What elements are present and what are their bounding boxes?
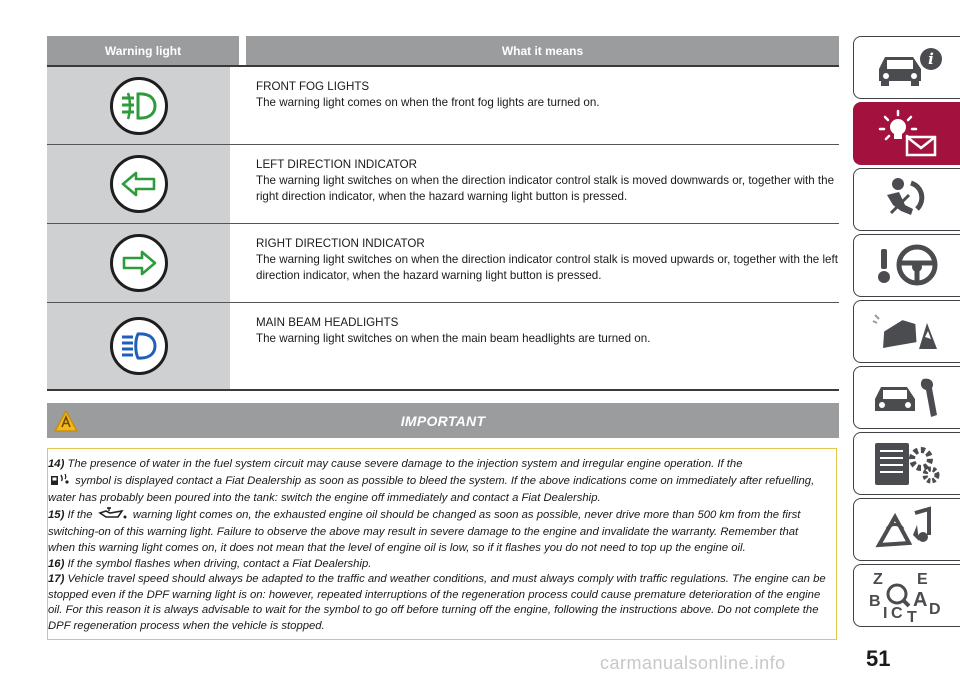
row-title: FRONT FOG LIGHTS xyxy=(256,80,370,93)
important-notes xyxy=(47,448,837,640)
note-14: 14) The presence of water in the fuel system circuit may cause severe damage to the injection system and irregular engine operation. If the symbol is displayed contact a Fiat Dealership as soon as possible to bleed the system. If the above indications come on immediately after refuelling, water has probably been poured into the tank: switch the engine off immediately and contact a Fiat Dealership. xyxy=(48,458,815,505)
table-row xyxy=(47,303,839,391)
row-text: The warning light switches on when the main beam headlights are turned on. xyxy=(256,332,651,345)
col-header-warning-light: Warning light xyxy=(104,43,182,58)
safety-airbag-icon[interactable] xyxy=(853,168,960,231)
warning-triangle-icon xyxy=(53,409,79,438)
col-header-what-it-means: What it means xyxy=(501,43,584,58)
emergency-icon[interactable] xyxy=(853,300,960,363)
svg-text:B: B xyxy=(869,592,881,610)
note-16: 16) If the symbol flashes when driving, contact a Fiat Dealership. xyxy=(48,557,372,570)
main-beam-icon xyxy=(110,317,168,375)
index-icon[interactable] xyxy=(853,564,960,627)
important-title: IMPORTANT xyxy=(400,412,486,429)
svg-text:A: A xyxy=(913,588,928,611)
starting-driving-icon[interactable] xyxy=(853,234,960,297)
note-15: 15) If the warning light comes on, the exhausted engine oil should be changed as soon as possible, never drive more than 500 km from the first switching-on of this warning light. Failure to observe the above may result in severe damage to the engine and invalidate the warranty. Remember that when this warning light comes on, it does not mean that the level of engine oil is low, so if it flashes you do not need to top up the engine oil. xyxy=(48,508,801,554)
row-text: The warning light switches on when the direction indicator control stalk is moved upwards or, together with the left direction indicator, when the hazard warning light button is pressed. xyxy=(256,253,838,282)
watermark: carmanualsonline.info xyxy=(600,653,786,673)
svg-text:I: I xyxy=(883,604,888,622)
row-title: LEFT DIRECTION INDICATOR xyxy=(256,158,418,171)
warning-light-message-icon[interactable] xyxy=(853,102,960,165)
technical-data-icon[interactable] xyxy=(853,432,960,495)
table-header xyxy=(47,36,839,65)
svg-text:Z: Z xyxy=(873,570,883,588)
right-arrow-icon xyxy=(110,234,168,292)
page-number: 51 xyxy=(866,646,891,671)
important-header xyxy=(47,403,839,438)
note-17: 17) Vehicle travel speed should always be adapted to the traffic and weather conditions, and must always comply with traffic regulations. The engine can be stopped even if the DPF warning light is on: however, repeated interruptions of the regeneration process could cause premature deterioration of the engine oil. For this reason it is always advisable to wait for the symbol to go off before turning off the engine, following the instructions above. Do not complete the DPF regeneration process when the vehicle is stopped. xyxy=(48,573,826,632)
table-row xyxy=(47,145,839,224)
table-row xyxy=(47,67,839,145)
row-text: The warning light comes on when the front fog lights are turned on. xyxy=(256,96,600,109)
oil-change-icon xyxy=(98,507,128,526)
front-fog-light-icon xyxy=(110,77,168,135)
left-arrow-icon xyxy=(110,155,168,213)
multimedia-icon[interactable] xyxy=(853,498,960,561)
car-info-icon[interactable] xyxy=(853,36,960,99)
svg-text:i: i xyxy=(928,49,934,68)
water-in-fuel-icon xyxy=(50,473,70,492)
row-title: MAIN BEAM HEADLIGHTS xyxy=(256,316,399,329)
table-row xyxy=(47,224,839,303)
warning-light-table xyxy=(47,36,839,391)
svg-text:D: D xyxy=(929,600,941,618)
row-title: RIGHT DIRECTION INDICATOR xyxy=(256,237,425,250)
row-text: The warning light switches on when the direction indicator control stalk is moved downwards or, together with the right direction indicator, when the hazard warning light button is pressed. xyxy=(256,174,835,203)
maintenance-icon[interactable] xyxy=(853,366,960,429)
svg-text:E: E xyxy=(917,570,928,588)
svg-text:T: T xyxy=(907,608,917,624)
svg-text:C: C xyxy=(891,604,903,622)
